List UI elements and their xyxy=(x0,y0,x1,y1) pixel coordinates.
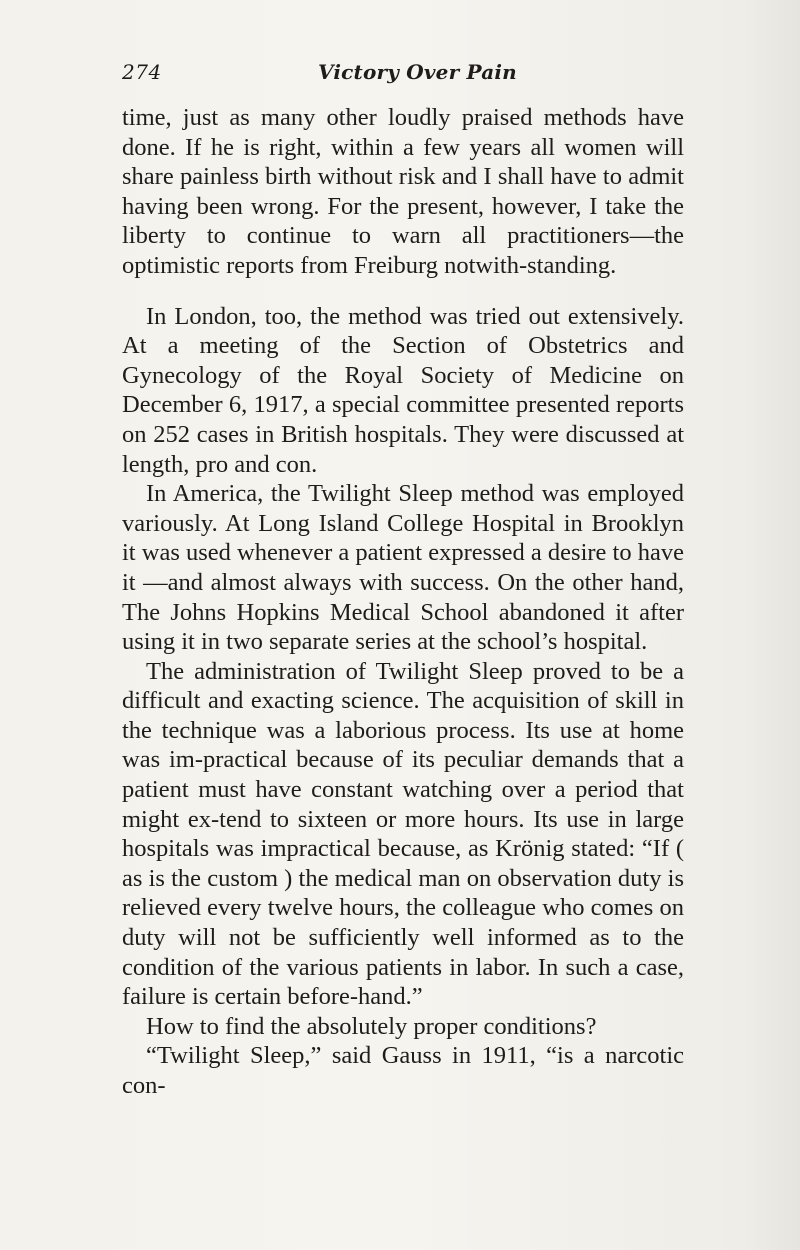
running-title: Victory Over Pain xyxy=(318,60,517,84)
page-number: 274 xyxy=(122,60,162,84)
paragraph: “Twilight Sleep,” said Gauss in 1911, “is a narcotic con- xyxy=(122,1042,684,1099)
page-header xyxy=(122,60,682,96)
paragraph: In America, the Twilight Sleep method was employed variously. At Long Island College Hospital in Brooklyn it was used whenever a patient expressed a desire to have it —and almost always with success. On the other hand, The Johns Hopkins Medical School abandoned it after using it in two separate series at the school’s hospital. xyxy=(122,480,684,656)
paragraph: time, just as many other loudly praised methods have done. If he is right, within a few years all women will share painless birth without risk and I shall have to admit having been wrong. For the present, however, I take the liberty to continue to warn all practitioners—the optimistic reports from Freiburg notwith-standing. xyxy=(122,104,684,279)
body-text xyxy=(122,103,684,1101)
paragraph: The administration of Twilight Sleep proved to be a difficult and exacting science. The acquisition of skill in the technique was a laborious process. Its use at home was im-practical because of its peculiar demands that a patient must have constant watching over a period that might ex-tend to sixteen or more hours. Its use in large hospitals was impractical because, as Krönig stated: “If ( as is the custom ) the medical man on observation duty is relieved every twelve hours, the colleague who comes on duty will not be sufficiently well informed as to the condition of the various patients in labor. In such a case, failure is certain before-hand.” xyxy=(122,657,684,1011)
paragraph: In London, too, the method was tried out extensively. At a meeting of the Section of Obstetrics and Gynecology of the Royal Society of Medicine on December 6, 1917, a special committee presented reports on 252 cases in British hospitals. They were discussed at length, pro and con. xyxy=(122,302,684,478)
paragraph: How to find the absolutely proper conditions? xyxy=(146,1012,597,1040)
